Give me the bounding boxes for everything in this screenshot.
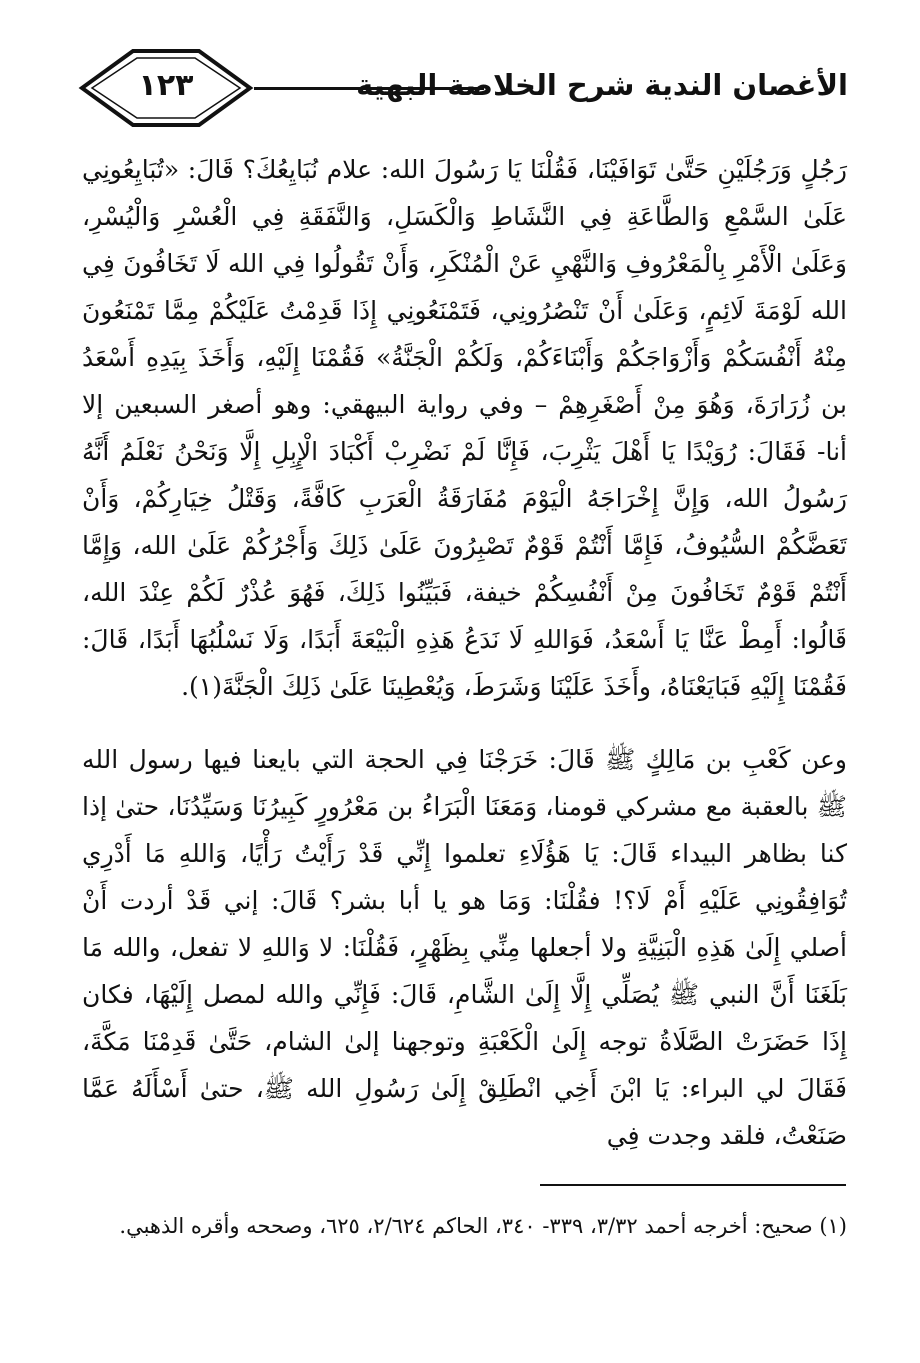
main-text xyxy=(82,146,847,1159)
paragraph-2: وعن كَعْبِ بن مَالِكٍ ﷺ قَالَ: خَرَجْنَا فِي الحجة التي بايعنا فيها رسول الله ﷺ بالعقبة مع مشركي قومنا، وَمَعَنَا الْبَرَاءُ بن مَعْرُورٍ كَبِيرُنَا وَسَيِّدُنَا، حتىٰ إذا كنا بظاهر البيداء قَالَ: يَا هَؤُلَاءِ تعلموا إِنِّي قَدْ رَأَيْتُ رَأْيًا، وَاللهِ مَا أَدْرِي تُوَافِقُونِي عَلَيْهِ أَمْ لَا؟! فقُلْنَا: وَمَا هو يا أبا بشر؟ قَالَ: إني قَدْ أردت أَنْ أصلي إِلَىٰ هَذِهِ الْبَنِيَّةِ ولا أجعلها مِنِّي بِظَهْرٍ، فَقُلْنَا: لا وَاللهِ لا تفعل، والله مَا بَلَغَنَا أَنَّ النبي ﷺ يُصَلِّي إِلَّا إِلَىٰ الشَّامِ، قَالَ: فَإِنِّي والله لمصل إِلَيْهَا، فكان إِذَا حَضَرَتْ الصَّلَاةُ توجه إِلَىٰ الْكَعْبَةِ وتوجهنا إلىٰ الشام، حَتَّىٰ قَدِمْنَا مَكَّةَ، فَقَالَ لي البراء: يَا ابْنَ أَخِي انْطَلِقْ إِلَىٰ رَسُولِ الله ﷺ، حتىٰ أَسْأَلَهُ عَمَّا صَنَعْتُ، فلقد وجدت فِي xyxy=(82,745,847,1150)
footnote-1: (١) صحيح: أخرجه أحمد ٣/٣٢، ٣٣٩- ٣٤٠، الحاكم ٢/٦٢٤، ٦٢٥، وصححه وأقره الذهبي. xyxy=(119,1214,847,1238)
page-number: ١٢٣ xyxy=(138,68,194,103)
running-title: الأغصان الندية شرح الخلاصة البهية xyxy=(356,68,848,102)
paragraph-1: رَجُلٍ وَرَجُلَيْنِ حَتَّىٰ تَوَافَيْنَا، فَقُلْنَا يَا رَسُولَ الله: علام نُبَايِعُكَ؟ قَالَ: «تُبَايِعُونِي عَلَىٰ السَّمْعِ وَالطَّاعَةِ فِي النَّشَاطِ وَالْكَسَلِ، وَالنَّفَقَةِ فِي الْعُسْرِ وَالْيُسْرِ، وَعَلَىٰ الْأَمْرِ بِالْمَعْرُوفِ وَالنَّهْيِ عَنْ الْمُنْكَرِ، وَأَنْ تَقُولُوا فِي الله لَا تَخَافُونَ فِي الله لَوْمَةَ لَائِمٍ، وَعَلَىٰ أَنْ تَنْصُرُونِي، فَتَمْنَعُونِي إِذَا قَدِمْتُ عَلَيْكُمْ مِمَّا تَمْنَعُونَ مِنْهُ أَنْفُسَكُمْ وَأَزْوَاجَكُمْ وَأَبْنَاءَكُمْ، وَلَكُمْ الْجَنَّةُ» فَقُمْنَا إِلَيْهِ، وَأَخَذَ بِيَدِهِ أَسْعَدُ بن زُرَارَةَ، وَهُوَ مِنْ أَصْغَرِهِمْ – وفي رواية البيهقي: وهو أصغر السبعين إلا أنا- فَقَالَ: رُوَيْدًا يَا أَهْلَ يَثْرِبَ، فَإِنَّا لَمْ نَضْرِبْ أَكْبَادَ الْإِبِلِ إِلَّا وَنَحْنُ نَعْلَمُ أَنَّهُ رَسُولُ الله، وَإِنَّ إِخْرَاجَهُ الْيَوْمَ مُفَارَقَةُ الْعَرَبِ كَافَّةً، وَقَتْلُ خِيَارِكُمْ، وَأَنْ تَعَضَّكُمْ السُّيُوفُ، فَإِمَّا أَنْتُمْ قَوْمٌ تَصْبِرُونَ عَلَىٰ ذَلِكَ وَأَجْرُكُمْ عَلَىٰ الله، وَإِمَّا أَنْتُمْ قَوْمٌ تَخَافُونَ مِنْ أَنْفُسِكُمْ خيفة، فَبَيِّنُوا ذَلِكَ، فَهُوَ عُذْرٌ لَكُمْ عِنْدَ الله، قَالُوا: أَمِطْ عَنَّا يَا أَسْعَدُ، فَوَاللهِ لَا نَدَعُ هَذِهِ الْبَيْعَةَ أَبَدًا، وَلَا نَسْلُبُهَا أَبَدًا، قَالَ: فَقُمْنَا إِلَيْهِ فَبَايَعْنَاهُ، وأَخَذَ عَلَيْنَا وَشَرَطَ، وَيُعْطِينَا عَلَىٰ ذَلِكَ الْجَنَّةَ(١). xyxy=(82,155,847,701)
page-header xyxy=(78,48,848,128)
page-number-frame xyxy=(78,48,254,128)
footnote-separator xyxy=(540,1184,846,1186)
